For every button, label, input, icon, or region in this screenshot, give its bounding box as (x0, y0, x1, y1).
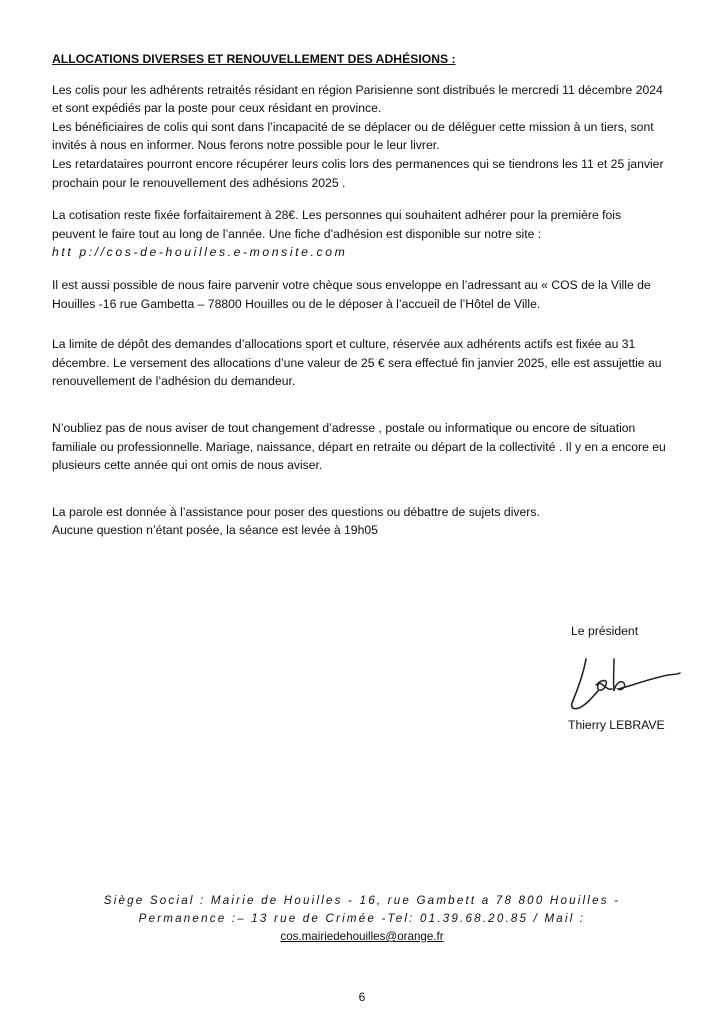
text-line: La cotisation reste fixée forfaitairement à 28€. Les personnes qui souhaitent adhérer pour la première fois (52, 208, 622, 223)
footer-contact: Permanence :– 13 rue de Crimée -Tel: 01.39.68.20.85 / Mail : (138, 912, 586, 925)
page-number: 6 (358, 990, 366, 1004)
text-line: invités à nous en informer. Nous ferons notre possible pour le leur livrer. (52, 138, 440, 153)
paragraph-cloture (52, 503, 692, 540)
paragraph-colis (52, 81, 692, 193)
paragraph-changement (52, 419, 692, 475)
text-line: Les colis pour les adhérents retraités résidant en région Parisienne sont distribués le mercredi 11 décembre 2024 (52, 82, 663, 97)
paragraph-cotisation (52, 206, 692, 262)
signatory-name: Thierry LEBRAVE (568, 718, 665, 732)
paragraph-cheque (52, 276, 692, 313)
text-line: La parole est donnée à l’assistance pour poser des questions ou débattre de sujets divers. (52, 504, 540, 519)
section-heading: ALLOCATIONS DIVERSES ET RENOUVELLEMENT DES ADHÉSIONS : (52, 52, 456, 66)
text-line: prochain pour le renouvellement des adhésions 2025 . (52, 175, 346, 190)
handwritten-signature (558, 645, 698, 715)
text-line: Les retardataires pourront encore récupérer leurs colis lors des permanences qui se tiendrons les 11 et 25 janvier (52, 156, 664, 171)
text-line: La limite de dépôt des demandes d’allocations sport et culture, réservée aux adhérents actifs est fixée au 31 (52, 337, 636, 352)
text-line: renouvellement de l’adhésion du demandeur. (52, 374, 296, 389)
footer-email-link[interactable]: cos.mairiedehouilles@orange.fr (280, 930, 444, 943)
text-line: Il est aussi possible de nous faire parvenir votre chèque sous enveloppe en l’adressant au « COS de la Ville de (52, 277, 651, 292)
footer-address: Siège Social : Mairie de Houilles - 16, rue Gambett a 78 800 Houilles - (103, 894, 621, 907)
document-body (52, 50, 692, 554)
text-line: décembre. Le versement des allocations d’une valeur de 25 € sera effectué fin janvier 2025, elle est assujettie au (52, 355, 662, 370)
website-link[interactable]: htt p://cos-de-houilles.e-monsite.com (52, 245, 348, 260)
text-line: familiale ou professionnelle. Mariage, naissance, départ en retraite ou départ de la collectivité . Il y en a encore eu (52, 439, 666, 454)
text-line: et sont expédiés par la poste pour ceux résidant en province. (52, 101, 382, 116)
text-line: Aucune question n’étant posée, la séance est levée à 19h05 (52, 523, 378, 538)
page-footer (40, 892, 684, 946)
text-line: plusieurs cette année qui ont omis de nous aviser. (52, 458, 323, 473)
text-line: peuvent le faire tout au long de l’année. Une fiche d’adhésion est disponible sur notre site : (52, 226, 542, 241)
text-line: N’oubliez pas de nous aviser de tout changement d’adresse , postale ou informatique ou encore de situation (52, 420, 636, 435)
paragraph-allocations (52, 335, 692, 391)
text-line: Houilles -16 rue Gambetta – 78800 Houilles ou de le déposer à l’accueil de l’Hôtel de Ville. (52, 296, 541, 311)
text-line: Les bénéficiaires de colis qui sont dans l’incapacité de se déplacer ou de déléguer cette mission à un tiers, sont (52, 119, 654, 134)
signatory-title: Le président (571, 624, 639, 638)
